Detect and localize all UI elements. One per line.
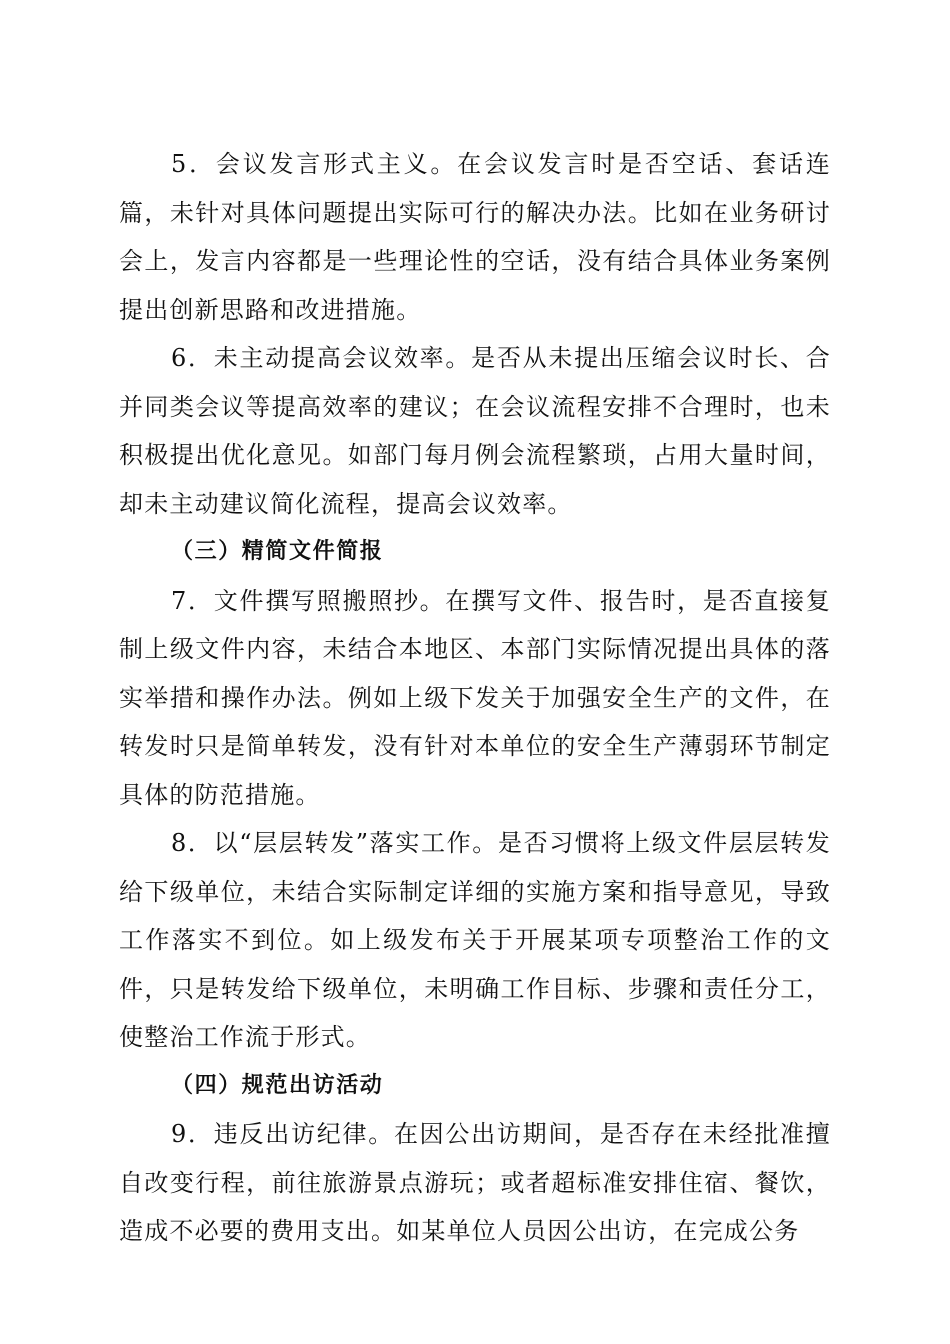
paragraph-item-5: 5．会议发言形式主义。在会议发言时是否空话、套话连篇，未针对具体问题提出实际可行的解决办法。比如在业务研讨会上，发言内容都是一些理论性的空话，没有结合具体业务案例提出创新思路和改进措施。 xyxy=(119,150,831,324)
paragraph-item-9: 9．违反出访纪律。在因公出访期间，是否存在未经批准擅自改变行程，前往旅游景点游玩；或者超标准安排住宿、餐饮，造成不必要的费用支出。如某单位人员因公出访，在完成公务 xyxy=(119,1120,831,1245)
paragraph-item-6: 6．未主动提高会议效率。是否从未提出压缩会议时长、合并同类会议等提高效率的建议；在会议流程安排不合理时，也未积极提出优化意见。如部门每月例会流程繁琐，占用大量时间，却未主动建议简化流程，提高会议效率。 xyxy=(119,344,831,518)
paragraph-item-8: 8．以“层层转发”落实工作。是否习惯将上级文件层层转发给下级单位，未结合实际制定详细的实施方案和指导意见，导致工作落实不到位。如上级发布关于开展某项专项整治工作的文件，只是转发给下级单位，未明确工作目标、步骤和责任分工，使整治工作流于形式。 xyxy=(119,829,831,1051)
section-heading-3: （三）精简文件简报 xyxy=(171,539,384,564)
paragraph-item-7: 7．文件撰写照搬照抄。在撰写文件、报告时，是否直接复制上级文件内容，未结合本地区、本部门实际情况提出具体的落实举措和操作办法。例如上级下发关于加强安全生产的文件，在转发时只是简单转发，没有针对本单位的安全生产薄弱环节制定具体的防范措施。 xyxy=(119,586,831,809)
section-heading-4: （四）规范出访活动 xyxy=(171,1072,384,1098)
document-body xyxy=(119,140,831,1256)
